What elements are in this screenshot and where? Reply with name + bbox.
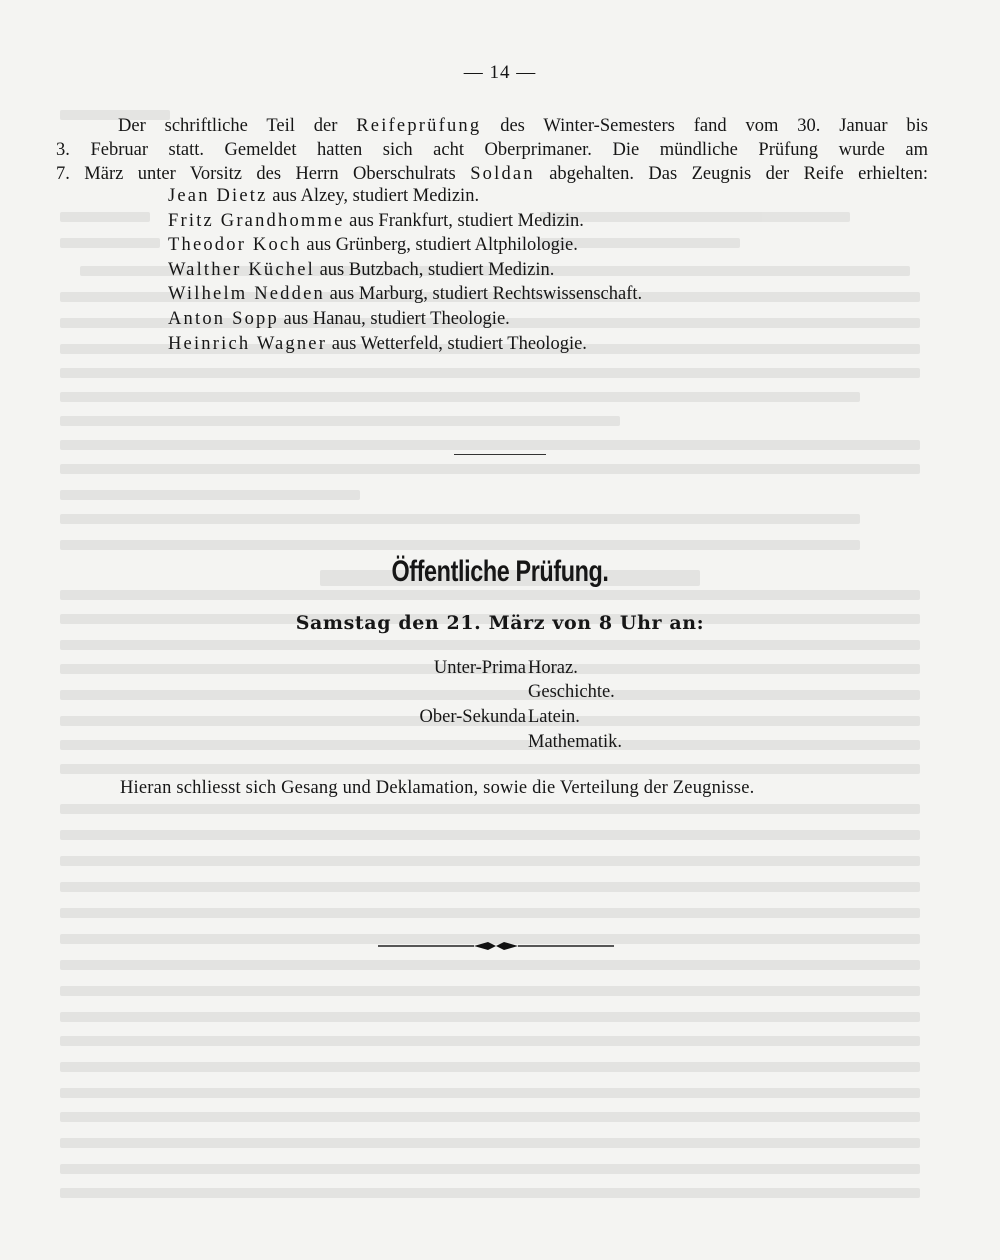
intro-text: abgehalten. Das Zeugnis der Reife erhielten: [534,164,928,184]
graduate-details: aus Grünberg, studiert Altphilologie. [301,235,578,256]
intro-text: des Winter-Semesters fand vom 30. Januar bis [481,116,928,136]
intro-line [56,162,928,186]
exam-subject: Geschichte. [528,682,615,702]
graduate-entry [168,184,642,209]
intro-line [56,114,928,138]
closing-sentence: Hieran schliesst sich Gesang und Deklamation, sowie die Verteilung der Zeugnisse. [120,778,755,798]
intro-text: 7. März unter Vorsitz des Herrn Oberschulrats [56,164,471,184]
graduate-details: aus Marburg, studiert Rechtswissenschaft. [324,284,643,305]
graduate-name: Fritz Grandhomme [168,210,345,231]
exam-subject: Latein. [528,707,580,727]
graduate-entry [168,332,642,357]
exam-class: Unter-Prima [433,658,526,678]
graduate-name: Heinrich Wagner [168,333,328,354]
graduate-name: Theodor Koch [168,235,302,256]
graduate-name: Wilhelm Nedden [168,284,325,305]
graduate-entry [168,209,642,234]
ornamental-rule-icon [378,940,614,952]
exam-subject: Horaz. [528,658,578,678]
section-heading: Öffentliche Prüfung. [391,555,609,588]
graduates-list [168,184,642,356]
graduate-details: aus Hanau, studiert Theologie. [278,308,510,329]
page-number: — 14 — [463,62,537,83]
graduate-name: Anton Sopp [168,308,279,329]
graduate-name: Jean Dietz [168,186,268,206]
exam-subject: Mathematik. [528,732,623,752]
intro-emphasis: Soldan [470,164,535,184]
graduate-entry [168,282,642,307]
intro-emphasis: Reifeprüfung [356,116,482,136]
graduate-details: aus Wetterfeld, studiert Theologie. [327,333,587,354]
graduate-details: aus Butzbach, studiert Medizin. [314,259,555,280]
graduate-entry [168,307,642,332]
graduate-details: aus Frankfurt, studiert Medizin. [344,210,584,231]
graduate-entry [168,258,642,283]
graduate-entry [168,233,642,258]
intro-paragraph [56,114,928,186]
section-divider [454,454,546,455]
exam-dateline: Samstag den 21. März von 8 Uhr an: [295,612,705,634]
intro-text: Der schriftliche Teil der [118,116,357,136]
graduate-name: Walther Küchel [168,259,315,280]
exam-class: Ober-Sekunda [419,707,526,727]
graduate-details: aus Alzey, studiert Medizin. [267,186,480,206]
intro-line: 3. Februar statt. Gemeldet hatten sich acht Oberprimaner. Die mündliche Prüfung wurde am [56,140,928,160]
